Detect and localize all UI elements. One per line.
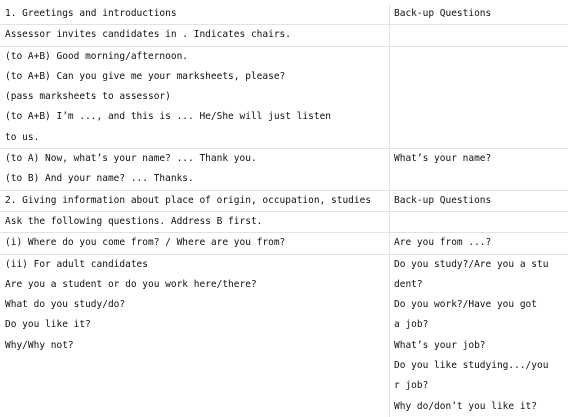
table-row <box>0 211 568 232</box>
adult-question-line: What do you study/do? <box>0 295 389 315</box>
section1-backup-header: Back-up Questions <box>390 4 568 24</box>
section2-title-cell <box>0 190 390 211</box>
table-row <box>0 254 568 417</box>
greeting-line: (pass marksheets to assessor) <box>0 87 389 107</box>
adult-backup-line: Do you like studying.../you <box>390 356 568 376</box>
name-question-line: (to A) Now, what’s your name? ... Thank you. <box>0 149 389 169</box>
name-lines-cell <box>0 149 390 191</box>
section1-backup-header-cell <box>390 4 568 25</box>
greeting-line: (to A+B) Can you give me your marksheets, please? <box>0 67 389 87</box>
section2-backup-header: Back-up Questions <box>390 191 568 211</box>
exam-script-table <box>0 4 568 417</box>
adult-question-line: (ii) For adult candidates <box>0 255 389 275</box>
adult-backup-cell <box>390 254 568 417</box>
greeting-line: to us. <box>0 128 389 148</box>
adult-backup-line: Do you study?/Are you a stu <box>390 255 568 275</box>
origin-question: (i) Where do you come from? / Where are you from? <box>0 233 389 253</box>
table-row <box>0 25 568 46</box>
adult-backup-line: r job? <box>390 376 568 396</box>
name-backup-cell <box>390 149 568 191</box>
adult-question-line: Why/Why not? <box>0 336 389 356</box>
section2-instruction: Ask the following questions. Address B first. <box>0 212 389 232</box>
table-row <box>0 46 568 148</box>
adult-backup-line: Why do/don’t you like it? <box>390 397 568 417</box>
adult-question-line: Are you a student or do you work here/there? <box>0 275 389 295</box>
origin-backup-question: Are you from ...? <box>390 233 568 253</box>
adult-backup-line: What’s your job? <box>390 336 568 356</box>
table-row <box>0 149 568 191</box>
table-row <box>0 190 568 211</box>
adult-backup-line: a job? <box>390 315 568 335</box>
adult-backup-line: dent? <box>390 275 568 295</box>
name-backup-question: What’s your name? <box>390 149 568 169</box>
section2-title: 2. Giving information about place of origin, occupation, studies <box>0 191 389 211</box>
greeting-lines-cell <box>0 46 390 148</box>
section1-instruction: Assessor invites candidates in . Indicates chairs. <box>0 25 389 45</box>
adult-backup-line: Do you work?/Have you got <box>390 295 568 315</box>
table-row <box>0 233 568 254</box>
section2-backup-header-cell <box>390 190 568 211</box>
table-row <box>0 4 568 25</box>
adult-questions-cell <box>0 254 390 417</box>
greeting-line: (to A+B) I’m ..., and this is ... He/She will just listen <box>0 107 389 127</box>
name-question-line: (to B) And your name? ... Thanks. <box>0 169 389 189</box>
greeting-line: (to A+B) Good morning/afternoon. <box>0 47 389 67</box>
section1-title: 1. Greetings and introductions <box>0 4 389 24</box>
section1-title-cell <box>0 4 390 25</box>
adult-question-line: Do you like it? <box>0 315 389 335</box>
